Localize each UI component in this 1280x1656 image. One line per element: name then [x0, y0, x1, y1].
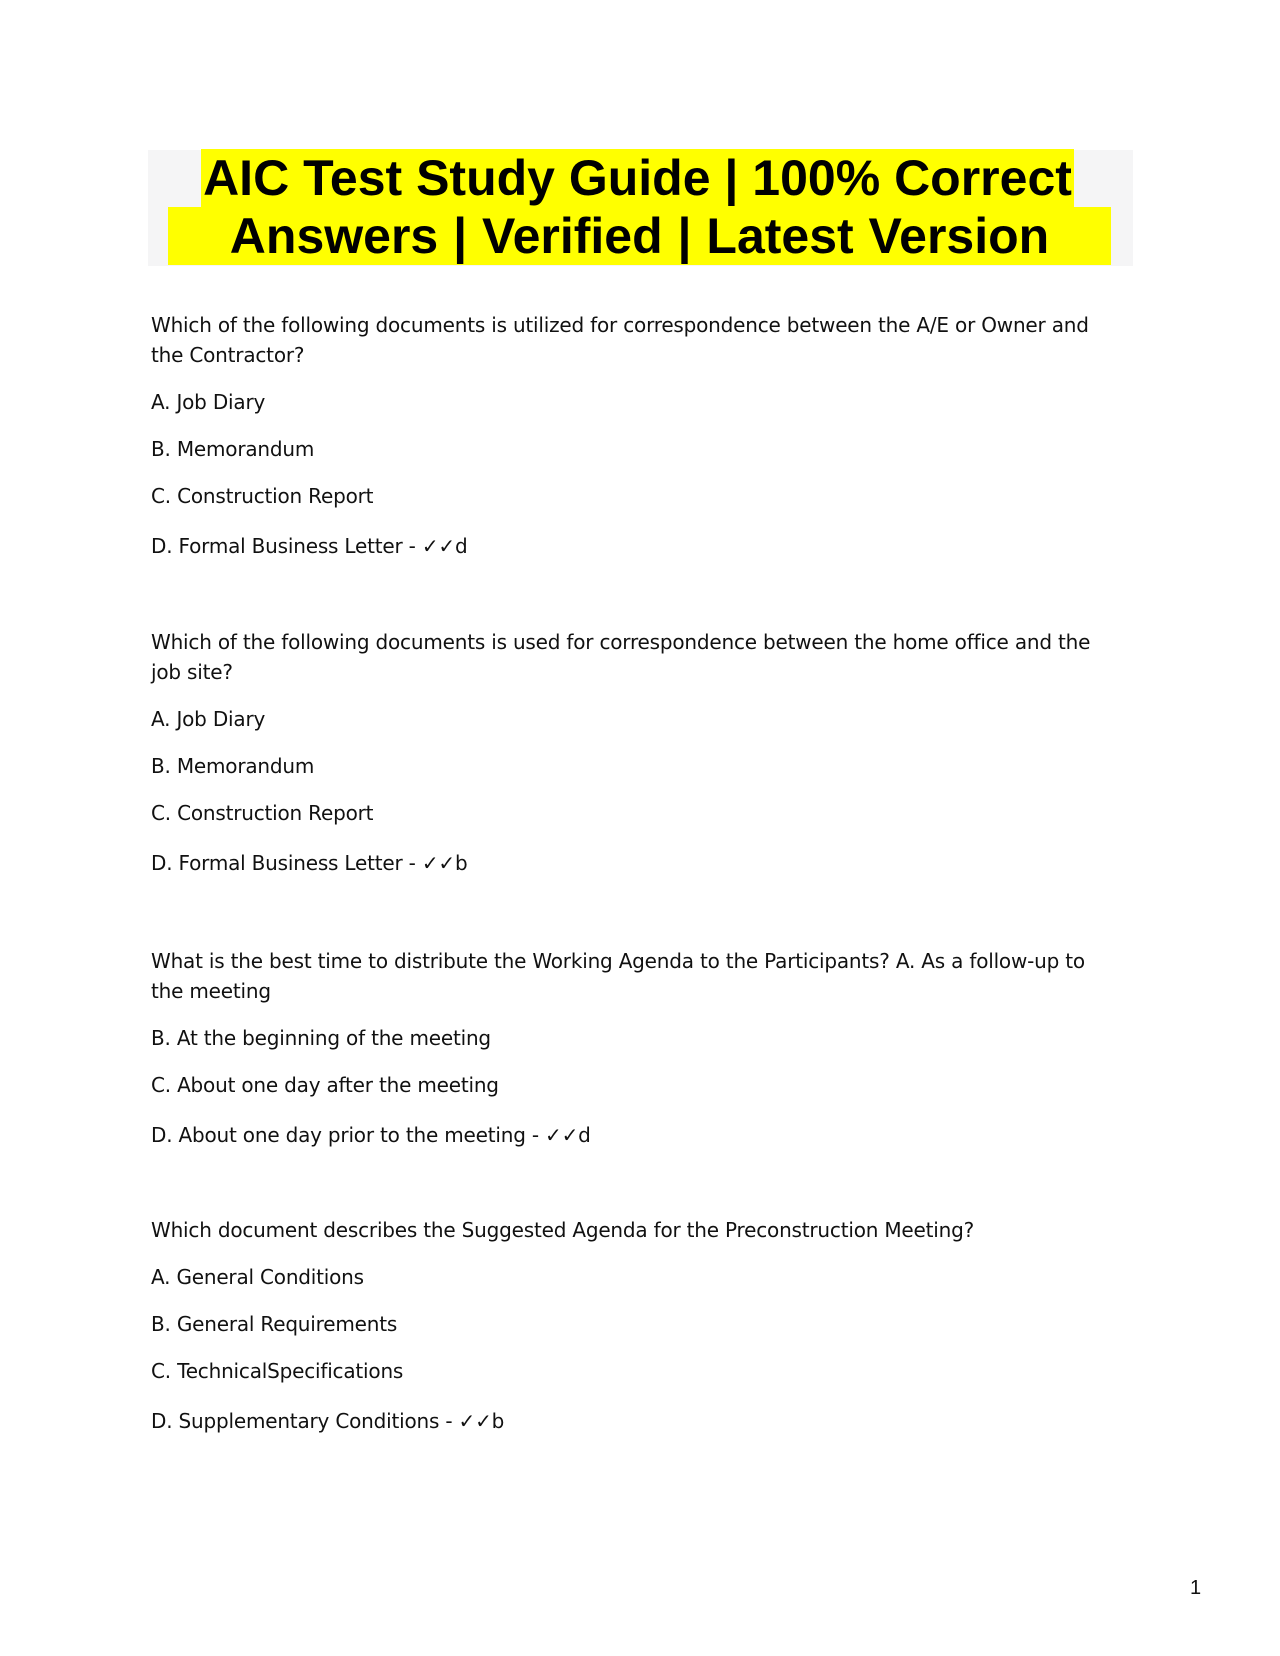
answer-option-b: B. General Requirements [151, 1312, 398, 1336]
answer-option-a: A. General Conditions [151, 1265, 364, 1289]
answer-option-d: D. Formal Business Letter - ✓✓d [151, 534, 468, 558]
answer-option-b: B. Memorandum [151, 754, 315, 778]
question-block-1 [151, 310, 1101, 561]
answer-option-c: C. Construction Report [151, 484, 374, 508]
answer-option-a: A. Job Diary [151, 390, 266, 414]
question-text: What is the best time to distribute the Working Agenda to the Participants? A. As a follow-up to the meeting [151, 949, 1085, 1003]
page-number: 1 [1190, 1577, 1202, 1599]
answer-option-b: B. Memorandum [151, 437, 315, 461]
question-block-4 [151, 1215, 1101, 1436]
question-block-2 [151, 627, 1101, 878]
answer-option-d: D. About one day prior to the meeting - ✓✓d [151, 1123, 591, 1147]
answer-option-d: D. Supplementary Conditions - ✓✓b [151, 1409, 505, 1433]
question-block-3 [151, 946, 1101, 1150]
question-text: Which document describes the Suggested Agenda for the Preconstruction Meeting? [151, 1218, 975, 1242]
answer-option-b: B. At the beginning of the meeting [151, 1026, 491, 1050]
answer-option-c: C. Construction Report [151, 801, 374, 825]
document-title-line-1: AIC Test Study Guide | 100% Correct [201, 149, 1074, 207]
question-text: Which of the following documents is utilized for correspondence between the A/E or Owner and the Contractor? [151, 313, 1089, 367]
question-text: Which of the following documents is used for correspondence between the home office and the job site? [151, 630, 1091, 684]
answer-option-d: D. Formal Business Letter - ✓✓b [151, 851, 468, 875]
answer-option-c: C. TechnicalSpecifications [151, 1359, 404, 1383]
answer-option-a: A. Job Diary [151, 707, 266, 731]
document-title-line-2: Answers | Verified | Latest Version [168, 207, 1111, 265]
answer-option-c: C. About one day after the meeting [151, 1073, 499, 1097]
